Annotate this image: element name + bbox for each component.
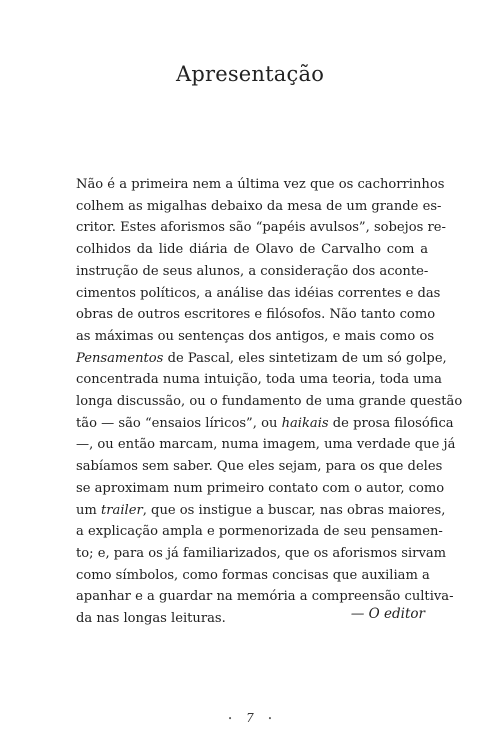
text-line: tão — são “ensaios líricos”, ou haikais de prosa filosófica bbox=[76, 415, 454, 431]
italic-term: haikais bbox=[281, 415, 329, 431]
text-line: como símbolos, como formas concisas que auxiliam a bbox=[76, 567, 430, 583]
text-line: a explicação ampla e pormenorizada de seu pensamen- bbox=[76, 524, 443, 540]
italic-term: trailer bbox=[101, 502, 143, 518]
text-line: Pensamentos de Pascal, eles sintetizam de um só golpe, bbox=[76, 350, 447, 366]
text-line: sabíamos sem saber. Que eles sejam, para os que deles bbox=[76, 459, 443, 475]
text-line: concentrada numa intuição, toda uma teoria, toda uma bbox=[76, 372, 442, 388]
body-paragraph bbox=[76, 174, 463, 630]
text-line: da nas longas leituras. bbox=[76, 611, 226, 627]
text-line: colhidos da lide diária de Olavo de Carvalho com a bbox=[76, 242, 428, 258]
page-number: 7 bbox=[246, 711, 254, 725]
text-line: apanhar e a guardar na memória a compreensão cultiva- bbox=[76, 589, 454, 605]
ornament-dot-icon: • bbox=[267, 714, 272, 723]
text-line: cimentos políticos, a análise das idéias correntes e das bbox=[76, 285, 441, 301]
ornament-dot-icon: • bbox=[228, 714, 233, 723]
text-line: to; e, para os já familiarizados, que os aforismos sirvam bbox=[76, 545, 447, 561]
editor-signature: — O editor bbox=[350, 606, 425, 622]
text-line: um trailer, que os instigue a buscar, nas obras maiores, bbox=[76, 502, 446, 518]
text-line: as máximas ou sentenças dos antigos, e mais como os bbox=[76, 328, 435, 344]
italic-title: Pensamentos bbox=[76, 350, 164, 366]
text-line: critor. Estes aforismos são “papéis avulsos”, sobejos re- bbox=[76, 220, 446, 236]
text-line: Não é a primeira nem a última vez que os cachorrinhos bbox=[76, 177, 445, 192]
page-number-footer bbox=[0, 711, 500, 725]
text-line: —, ou então marcam, numa imagem, uma verdade que já bbox=[76, 437, 456, 453]
text-line: obras de outros escritores e filósofos. Não tanto como bbox=[76, 307, 436, 323]
page-title: Apresentação bbox=[175, 62, 325, 86]
text-line: colhem as migalhas debaixo da mesa de um grande es- bbox=[76, 198, 442, 214]
text-line: instrução de seus alunos, a consideração dos aconte- bbox=[76, 263, 429, 279]
text-line: longa discussão, ou o fundamento de uma grande questão bbox=[76, 394, 463, 410]
text-line: se aproximam num primeiro contato com o autor, como bbox=[76, 480, 445, 496]
